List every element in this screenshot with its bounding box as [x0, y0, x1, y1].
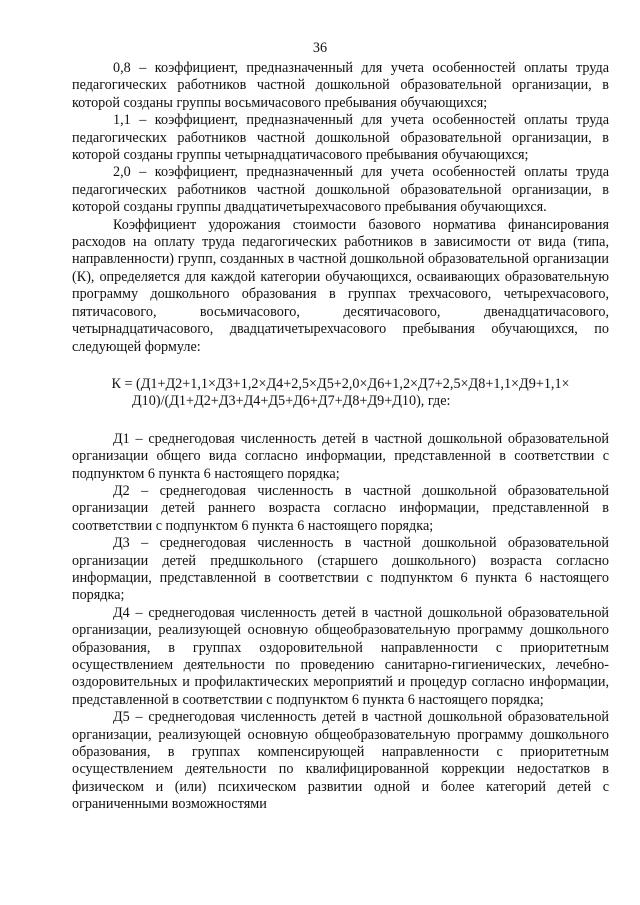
coefficient-paragraph: 2,0 – коэффициент, предназначенный для учета особенностей оплаты труда педагогических работников частной дошкольной образовательной организации, в которой созданы группы двадцатичетырехчасового пребывания обучающихся. [72, 164, 609, 216]
page-number: 36 [312, 40, 328, 56]
definition-d3: Д3 – среднегодовая численность в частной дошкольной образовательной организации детей предшкольного (старшего дошкольного) возраста согласно информации, представленной в соответствии с подпунктом 6 пункта 6 настоящего порядка; [72, 535, 609, 604]
formula-line-1: К = (Д1+Д2+1,1×Д3+1,2×Д4+2,5×Д5+2,0×Д6+1,2×Д7+2,5×Д8+1,1×Д9+1,1× [111, 375, 570, 392]
formula-intro-paragraph: Коэффициент удорожания стоимости базового норматива финансирования расходов на оплату труда педагогических работников в зависимости от вида (типа, направленности) групп, созданных в частной дошкольной образовательной организации (К), определяется для каждой категории обучающихся, осваивающих образовательную программу дошкольного образования в группах трехчасового, четырехчасового, пятичасового, восьмичасового, десятичасового, двенадцатичасового, четырнадцатичасового, двадцатичетырехчасового пребывания обучающихся, по следующей формуле: [72, 216, 609, 355]
coefficient-paragraph: 0,8 – коэффициент, предназначенный для учета особенностей оплаты труда педагогических работников частной дошкольной образовательной организации, в которой созданы группы восьмичасового пребывания обучающихся; [72, 60, 609, 111]
definition-d5: Д5 – среднегодовая численность детей в частной дошкольной образовательной организации, реализующей основную общеобразовательную программу дошкольного образования, в группах компенсирующей направленности с приоритетным осуществлением деятельности по квалифицированной коррекции недостатков в физическом и (или) психическом развитии одной и более категорий детей с ограниченными возможностями [72, 709, 609, 813]
formula [72, 376, 609, 411]
formula-line-2: Д10)/(Д1+Д2+Д3+Д4+Д5+Д6+Д7+Д8+Д9+Д10), где: [132, 393, 451, 410]
definition-d4: Д4 – среднегодовая численность детей в частной дошкольной образовательной организации, реализующей основную общеобразовательную программу дошкольного образования, в группах оздоровительной направленности с приоритетным осуществлением деятельности по проведению санитарно-гигиенических, лечебно-оздоровительных и профилактических мероприятий и процедур согласно информации, представленной в соответствии с подпунктом 6 пункта 6 настоящего порядка; [72, 604, 609, 708]
document-body [72, 60, 609, 814]
definition-d1: Д1 – среднегодовая численность детей в частной дошкольной образовательной организации общего вида согласно информации, представленной в соответствии с подпунктом 6 пункта 6 настоящего порядка; [72, 430, 609, 482]
definition-d2: Д2 – среднегодовая численность в частной дошкольной образовательной организации детей раннего возраста согласно информации, представленной в соответствии с подпунктом 6 пункта 6 настоящего порядка; [72, 482, 609, 534]
coefficient-paragraph: 1,1 – коэффициент, предназначенный для учета особенностей оплаты труда педагогических работников частной дошкольной образовательной организации, в которой созданы группы четырнадцатичасового пребывания обучающихся; [72, 112, 609, 164]
